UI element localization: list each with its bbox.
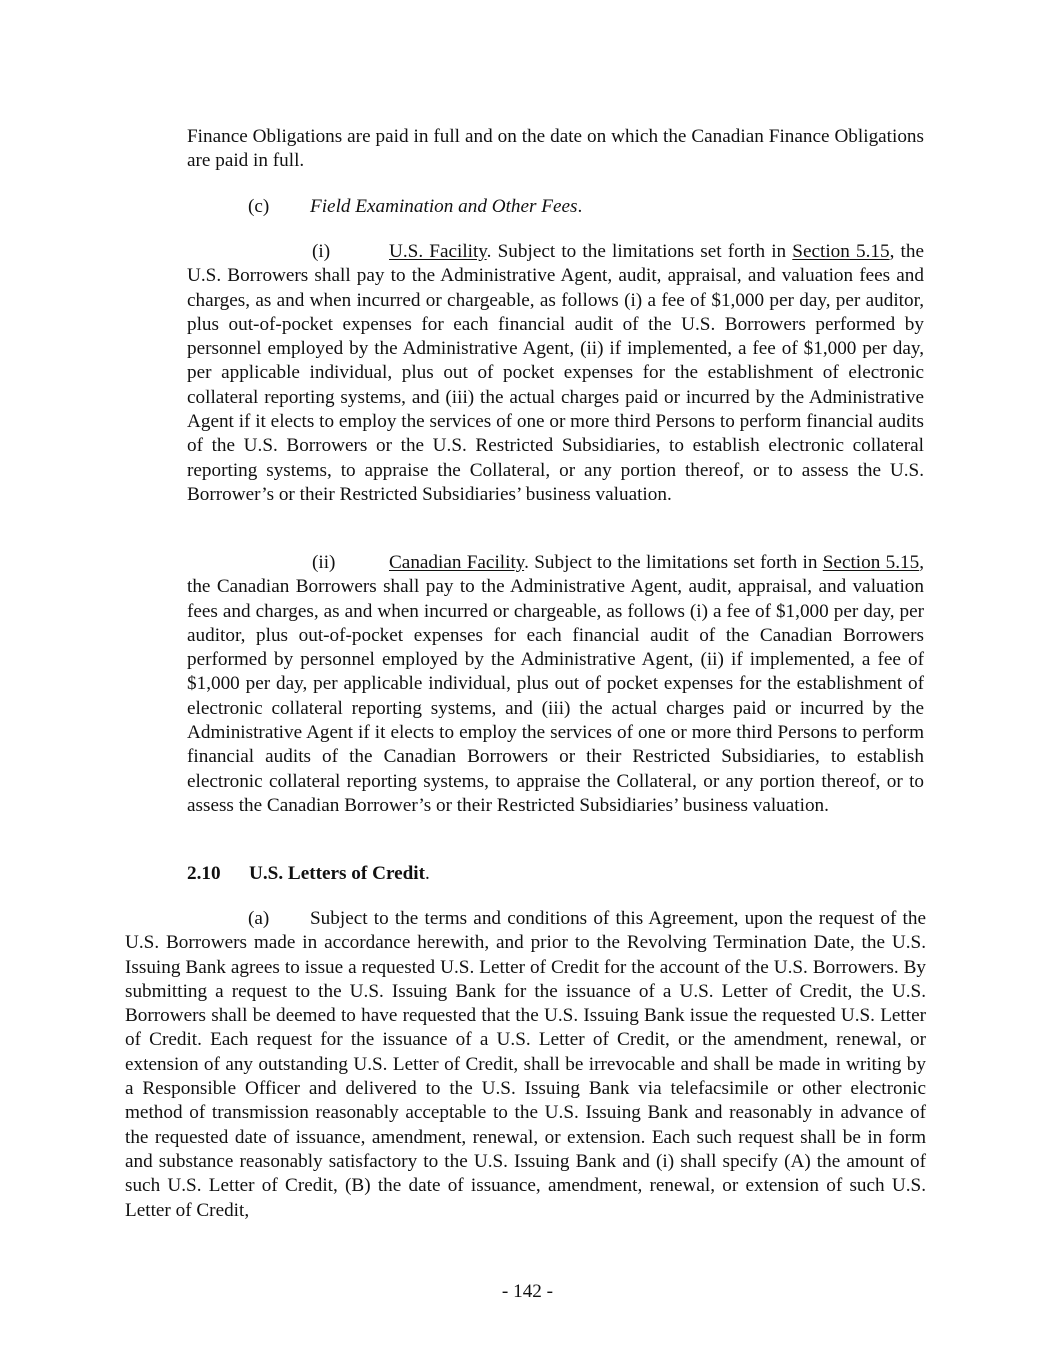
section-2-10-title: U.S. Letters of Credit: [249, 863, 426, 884]
item-ii-lead-text: . Subject to the limitations set forth in: [524, 552, 823, 573]
item-i-heading: U.S. Facility: [389, 241, 487, 262]
item-ii-heading: Canadian Facility: [389, 552, 525, 573]
item-i-body: , the U.S. Borrowers shall pay to the Administrative Agent, audit, appraisal, and valuation fees and charges, as and when incurred or chargeable, as follows (i) a fee of $1,000 per day, per auditor, plus out-of-pocket expenses for each financial audit of the U.S. Borrowers performed by personnel employed by the Administrative Agent, (ii) if implemented, a fee of $1,000 per day, per applicable individual, plus out of pocket expenses for the establishment of electronic collateral reporting systems, and (iii) the actual charges paid or incurred by the Administrative Agent if it elects to employ the services of one or more third Persons to perform financial audits of the U.S. Borrowers or the U.S. Restricted Subsidiaries, to establish electronic collateral reporting systems, to appraise the Collateral, or any portion thereof, or to assess the U.S. Borrower’s or their Restricted Subsidiaries’ business valuation.: [187, 241, 924, 505]
section-2-10-number: 2.10: [187, 863, 221, 884]
item-ii-paragraph: [187, 551, 924, 818]
subsection-c-title: Field Examination and Other Fees: [310, 196, 578, 217]
item-i-marker: (i): [312, 241, 331, 262]
page-number: - 142 -: [501, 1281, 554, 1302]
section-2-10-title-end: .: [425, 863, 430, 884]
continuation-text: Finance Obligations are paid in full and on the date on which the Canadian Finance Obligations are paid in full.: [187, 126, 924, 172]
item-i-section-ref[interactable]: Section 5.15: [792, 241, 890, 262]
section-2-10-heading: [187, 862, 924, 886]
subsection-c-title-end: .: [577, 196, 583, 217]
subsection-a-paragraph: [125, 907, 926, 1223]
subsection-a-marker: (a): [248, 908, 270, 929]
item-i-paragraph: [187, 240, 924, 507]
item-ii-body: , the Canadian Borrowers shall pay to the Administrative Agent, audit, appraisal, and valuation fees and charges, as and when incurred or chargeable, as follows (i) a fee of $1,000 per day, per auditor, plus out-of-pocket expenses for each financial audit of the Canadian Borrowers performed by personnel employed by the Administrative Agent, (ii) if implemented, a fee of $1,000 per day, per applicable individual, plus out of pocket expenses for the establishment of electronic collateral reporting systems, and (iii) the actual charges paid or incurred by the Administrative Agent if it elects to employ the services of one or more third Persons to perform financial audits of the Canadian Borrowers or their Restricted Subsidiaries, to establish electronic collateral reporting systems, to appraise the Collateral, or any portion thereof, or to assess the Canadian Borrower’s or their Restricted Subsidiaries’ business valuation.: [187, 552, 924, 816]
continuation-paragraph: [187, 125, 924, 174]
subsection-c-marker: (c): [248, 196, 270, 217]
item-ii-marker: (ii): [312, 552, 336, 573]
item-i-lead-text: . Subject to the limitations set forth in: [486, 241, 793, 262]
subsection-c-heading: [187, 195, 924, 219]
subsection-a-body: Subject to the terms and conditions of this Agreement, upon the request of the U.S. Borrowers made in accordance herewith, and prior to the Revolving Termination Date, the U.S. Issuing Bank agrees to issue a requested U.S. Letter of Credit for the account of the U.S. Borrowers. By submitting a request to the U.S. Issuing Bank for the issuance of a U.S. Letter of Credit, the U.S. Borrowers shall be deemed to have requested that the U.S. Issuing Bank issue the requested U.S. Letter of Credit. Each request for the issuance of a U.S. Letter of Credit, or the amendment, renewal, or extension of any outstanding U.S. Letter of Credit, shall be irrevocable and shall be made in writing by a Responsible Officer and delivered to the U.S. Issuing Bank via telefacsimile or other electronic method of transmission reasonably acceptable to the U.S. Issuing Bank and reasonably in advance of the requested date of issuance, amendment, renewal, or extension. Each such request shall be in form and substance reasonably satisfactory to the U.S. Issuing Bank and (i) shall specify (A) the amount of such U.S. Letter of Credit, (B) the date of issuance, amendment, renewal, or extension of such U.S. Letter of Credit,: [125, 908, 926, 1221]
item-ii-section-ref[interactable]: Section 5.15: [822, 552, 920, 573]
